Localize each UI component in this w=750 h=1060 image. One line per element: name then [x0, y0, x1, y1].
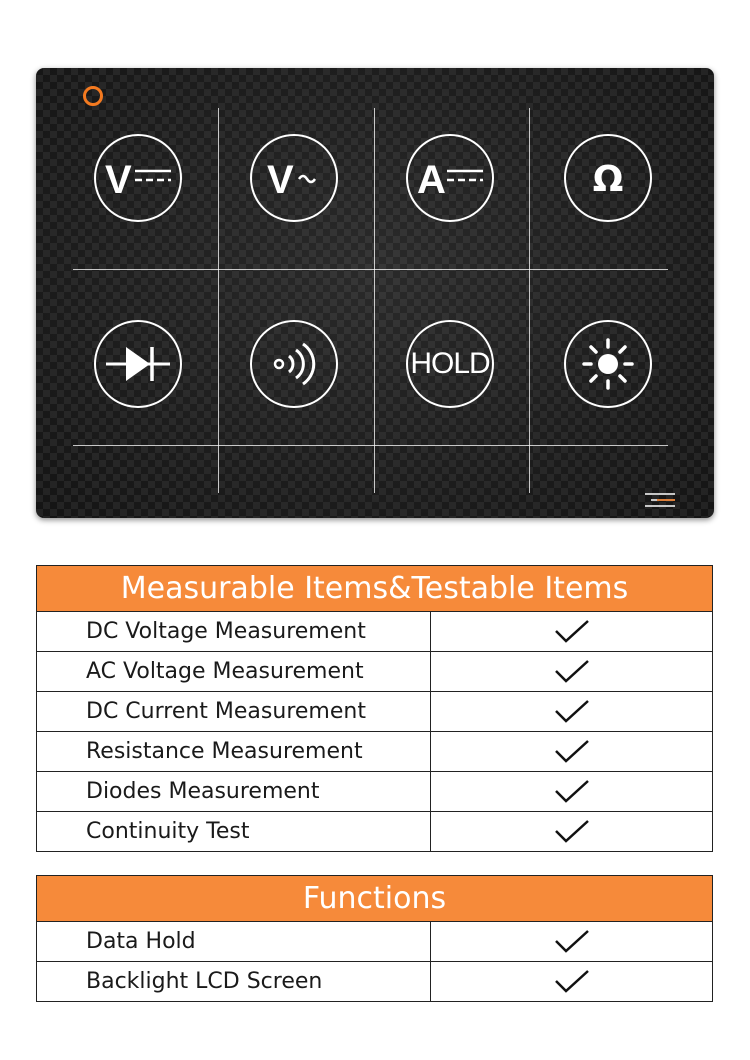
checkmark-icon	[554, 699, 590, 725]
grid-divider	[529, 108, 530, 493]
ac-voltage-key[interactable]	[250, 134, 338, 222]
multimeter-keypad-panel	[36, 68, 714, 518]
checkmark-icon	[554, 929, 590, 955]
dc-voltage-key[interactable]	[94, 134, 182, 222]
row-label: Data Hold	[37, 922, 431, 961]
dc-current-key[interactable]	[406, 134, 494, 222]
resistance-key[interactable]	[564, 134, 652, 222]
row-label: Continuity Test	[37, 812, 431, 851]
dc-current-icon	[415, 153, 485, 203]
svg-text:V: V	[105, 158, 132, 202]
checkmark-icon	[554, 659, 590, 685]
measurable-items-title: Measurable Items&Testable Items	[37, 566, 712, 612]
grid-divider	[374, 108, 375, 493]
continuity-key[interactable]	[250, 320, 338, 408]
ohm-icon	[583, 153, 633, 203]
functions-title: Functions	[37, 876, 712, 922]
row-label: DC Voltage Measurement	[37, 612, 431, 651]
checkmark-icon	[554, 819, 590, 845]
row-label: Resistance Measurement	[37, 732, 431, 771]
diode-key[interactable]	[94, 320, 182, 408]
table-row	[37, 772, 712, 812]
backlight-key[interactable]	[564, 320, 652, 408]
measurable-items-table	[36, 565, 713, 852]
menu-lines-icon	[645, 493, 675, 509]
hold-label: HOLD	[410, 347, 490, 380]
functions-table	[36, 875, 713, 1002]
table-row	[37, 922, 712, 962]
row-label: AC Voltage Measurement	[37, 652, 431, 691]
checkmark-icon	[554, 619, 590, 645]
grid-divider	[73, 269, 668, 270]
table-row	[37, 612, 712, 652]
grid-divider	[218, 108, 219, 493]
checkmark-icon	[554, 969, 590, 995]
continuity-sound-icon	[269, 339, 319, 389]
table-row	[37, 962, 712, 1001]
dc-voltage-icon	[103, 153, 173, 203]
sun-icon	[580, 336, 636, 392]
grid-divider	[73, 445, 668, 446]
row-label: Backlight LCD Screen	[37, 962, 431, 1001]
ac-voltage-icon	[259, 153, 329, 203]
checkmark-icon	[554, 779, 590, 805]
row-label: DC Current Measurement	[37, 692, 431, 731]
table-row	[37, 692, 712, 732]
checkmark-icon	[554, 739, 590, 765]
hold-key[interactable]	[406, 320, 494, 408]
table-row	[37, 652, 712, 692]
power-indicator-icon	[83, 86, 103, 106]
row-label: Diodes Measurement	[37, 772, 431, 811]
svg-text:V: V	[267, 158, 294, 202]
diode-icon	[106, 344, 170, 384]
svg-text:Ω: Ω	[592, 159, 624, 200]
table-row	[37, 732, 712, 772]
table-row	[37, 812, 712, 851]
svg-text:A: A	[417, 158, 446, 202]
